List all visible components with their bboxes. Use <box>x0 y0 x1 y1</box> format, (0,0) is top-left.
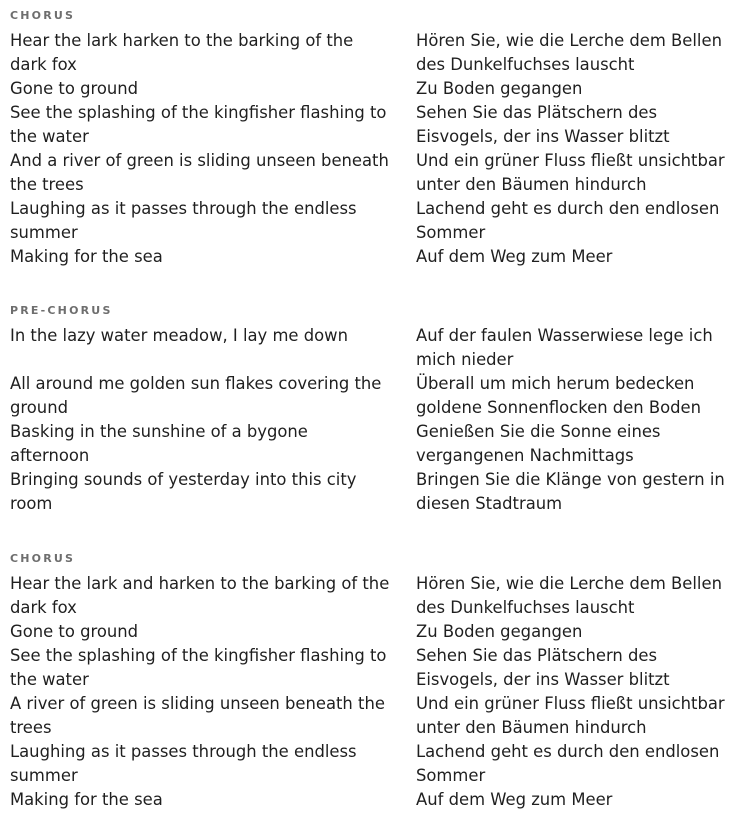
lyric-line: Hear the lark and harken to the barking of the dark fox <box>10 574 390 617</box>
translation-line: Hören Sie, wie die Lerche dem Bellen des Dunkelfuchses lauscht <box>416 574 722 617</box>
translation-line: Lachend geht es durch den endlosen Sommer <box>416 742 720 785</box>
original-lyrics-column <box>10 572 390 812</box>
translation-line: Überall um mich herum bedecken goldene Sonnenflocken den Boden <box>416 374 702 417</box>
lyric-line: Making for the sea <box>10 790 163 809</box>
translation-line: Bringen Sie die Klänge von gestern in diesen Stadtraum <box>416 470 725 513</box>
lyric-line: Basking in the sunshine of a bygone afternoon <box>10 422 308 465</box>
lyric-line: Gone to ground <box>10 622 139 641</box>
translation-line: Auf dem Weg zum Meer <box>416 790 613 809</box>
original-lyrics-column <box>10 29 390 269</box>
lyric-line: Bringing sounds of yesterday into this city room <box>10 470 357 513</box>
translation-line: Und ein grüner Fluss fließt unsichtbar unter den Bäumen hindurch <box>416 694 725 737</box>
original-lyrics-column <box>10 324 390 516</box>
lyric-line: See the splashing of the kingfisher flashing to the water <box>10 103 387 146</box>
section-label-pre-chorus: PRE-CHORUS <box>10 304 113 317</box>
lyric-line: Making for the sea <box>10 247 163 266</box>
translated-lyrics-column <box>416 29 742 269</box>
lyric-line: Gone to ground <box>10 79 139 98</box>
translation-line: Genießen Sie die Sonne eines vergangenen Nachmittags <box>416 422 661 465</box>
blank-lyric-line <box>10 348 390 372</box>
section-label-chorus: CHORUS <box>10 9 76 22</box>
lyric-line: In the lazy water meadow, I lay me down <box>10 326 348 345</box>
section-label-chorus: CHORUS <box>10 552 76 565</box>
translation-line: Sehen Sie das Plätschern des Eisvogels, der ins Wasser blitzt <box>416 103 670 146</box>
translation-line: Sehen Sie das Plätschern des Eisvogels, der ins Wasser blitzt <box>416 646 670 689</box>
translation-line: Auf der faulen Wasserwiese lege ich mich nieder <box>416 326 713 369</box>
translated-lyrics-column <box>416 572 742 812</box>
lyric-line: All around me golden sun flakes covering the ground <box>10 374 382 417</box>
lyric-line: Laughing as it passes through the endless summer <box>10 199 357 242</box>
lyric-line: And a river of green is sliding unseen beneath the trees <box>10 151 389 194</box>
translation-line: Und ein grüner Fluss fließt unsichtbar unter den Bäumen hindurch <box>416 151 725 194</box>
lyric-line: Laughing as it passes through the endless summer <box>10 742 357 785</box>
translation-line: Zu Boden gegangen <box>416 79 583 98</box>
lyric-line: A river of green is sliding unseen beneath the trees <box>10 694 385 737</box>
translation-line: Auf dem Weg zum Meer <box>416 247 613 266</box>
lyric-line: See the splashing of the kingfisher flashing to the water <box>10 646 387 689</box>
translation-line: Lachend geht es durch den endlosen Sommer <box>416 199 720 242</box>
translation-line: Zu Boden gegangen <box>416 622 583 641</box>
translated-lyrics-column <box>416 324 742 516</box>
translation-line: Hören Sie, wie die Lerche dem Bellen des Dunkelfuchses lauscht <box>416 31 722 74</box>
lyric-line: Hear the lark harken to the barking of the dark fox <box>10 31 354 74</box>
